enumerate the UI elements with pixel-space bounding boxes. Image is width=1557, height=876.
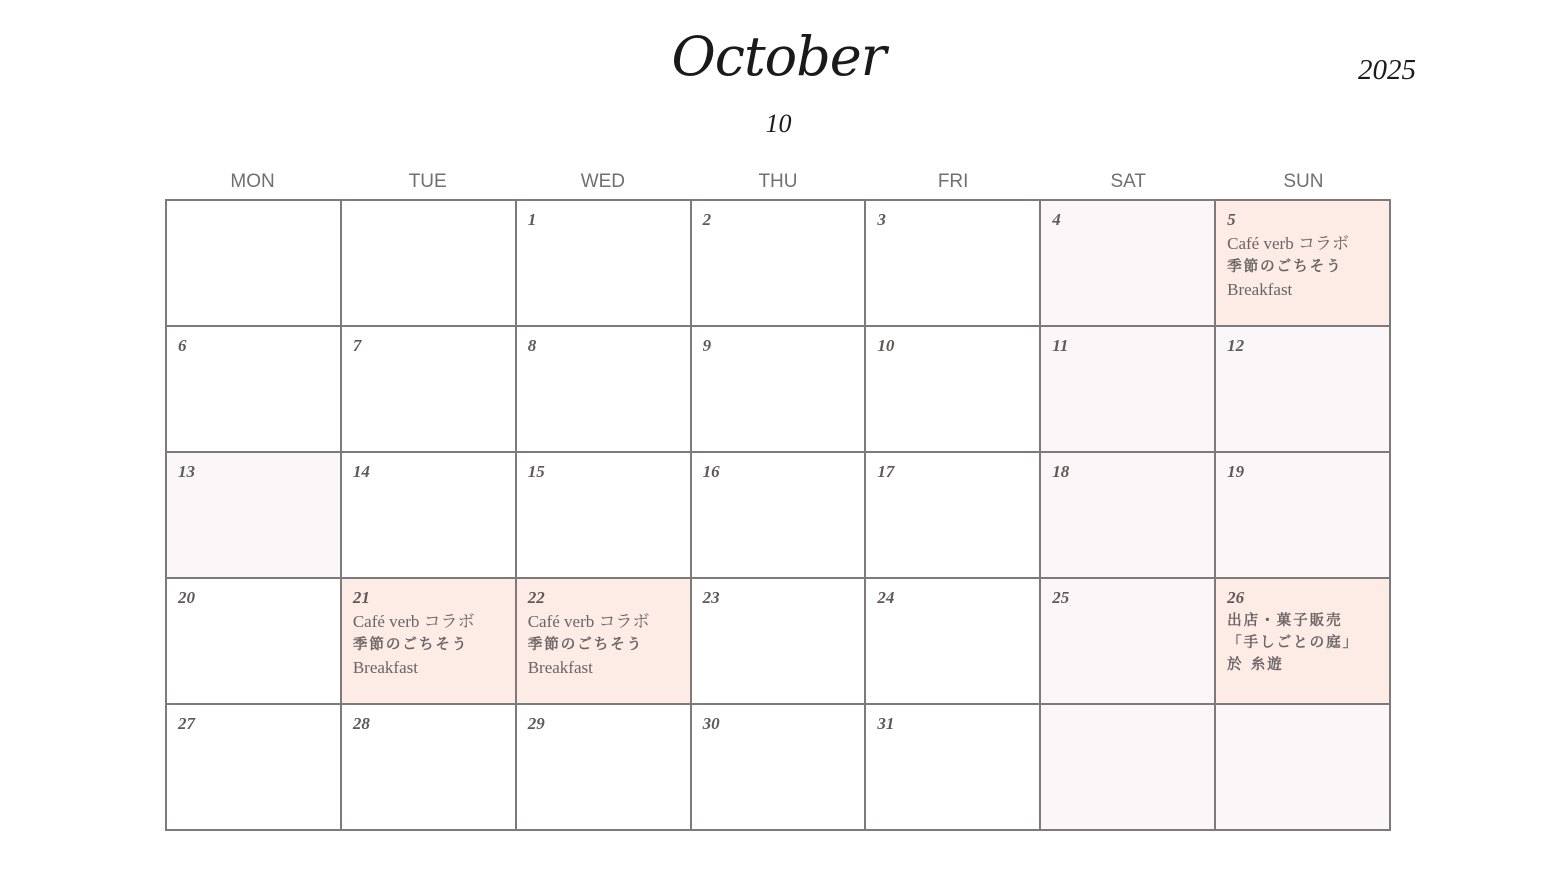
day-cell-30[interactable] [692,705,867,831]
day-number: 14 [352,462,370,481]
day-cell-15[interactable] [517,453,692,579]
weekday-sun: SUN [1283,171,1324,192]
day-cell-1[interactable] [517,201,692,327]
month-title: October [671,25,886,88]
event-line: Breakfast [1227,279,1293,299]
day-cell-11[interactable] [1041,327,1216,453]
day-number: 17 [877,462,895,481]
day-number: 30 [702,714,720,733]
day-number: 29 [527,714,545,733]
month-number: 10 [765,109,792,138]
day-number: 10 [877,336,895,355]
day-cell-2[interactable] [692,201,867,327]
weekday-thu: THU [758,171,798,192]
day-cell-24[interactable] [866,579,1041,705]
day-cell-4[interactable] [1041,201,1216,327]
day-number: 26 [1227,588,1245,607]
day-number: 16 [702,462,720,481]
day-cell-20[interactable] [167,579,342,705]
day-number: 31 [877,714,895,733]
day-cell-5[interactable] [1216,201,1391,327]
weekday-fri: FRI [937,171,969,192]
weekday-mon: MON [230,171,275,192]
day-number: 4 [1052,210,1061,229]
day-cell-14[interactable] [342,453,517,579]
event-entry[interactable] [353,610,505,679]
day-cell-12[interactable] [1216,327,1391,453]
event-line: 於 糸遊 [1227,657,1284,673]
day-cell-21[interactable] [342,579,517,705]
event-line: Café verb コラボ [527,612,650,631]
event-line: 季節のごちそう [1227,258,1343,275]
day-number: 18 [1052,462,1070,481]
day-cell-18[interactable] [1041,453,1216,579]
day-number: 20 [178,588,195,607]
day-number: 7 [352,336,362,355]
day-cell-13[interactable] [167,453,342,579]
weekday-sat: SAT [1110,171,1147,192]
empty-day-cell[interactable] [1216,705,1391,831]
day-number: 11 [1052,336,1069,355]
day-number: 23 [702,588,720,607]
day-cell-9[interactable] [692,327,867,453]
event-line: Café verb コラボ [352,612,475,631]
event-line: Café verb コラボ [1227,234,1349,253]
day-cell-25[interactable] [1041,579,1216,705]
day-number: 25 [1052,588,1070,607]
empty-day-cell[interactable] [1041,705,1216,831]
day-number: 2 [702,210,712,229]
event-line: 出店・菓子販売 [1227,613,1343,629]
calendar-grid [165,199,1391,831]
weekday-wed: WED [580,171,626,192]
event-entry[interactable] [1227,610,1379,676]
day-cell-27[interactable] [167,705,342,831]
day-number: 1 [527,210,537,229]
event-line: 季節のごちそう [527,636,644,653]
day-cell-10[interactable] [866,327,1041,453]
day-number: 24 [877,588,895,607]
day-number: 9 [702,336,712,355]
day-cell-19[interactable] [1216,453,1391,579]
day-number: 12 [1227,336,1245,355]
event-line: 季節のごちそう [352,636,469,653]
day-number: 3 [877,210,886,229]
day-cell-28[interactable] [342,705,517,831]
day-number: 13 [178,462,195,481]
day-cell-26[interactable] [1216,579,1391,705]
day-cell-17[interactable] [866,453,1041,579]
day-number: 27 [178,714,195,733]
day-cell-8[interactable] [517,327,692,453]
year-label: 2025 [1358,54,1416,86]
day-cell-22[interactable] [517,579,692,705]
event-line: 「手しごとの庭」 [1227,635,1360,651]
event-line: Breakfast [352,657,418,677]
day-number: 21 [352,588,370,607]
day-cell-23[interactable] [692,579,867,705]
day-number: 6 [178,336,187,355]
weekday-header-row [165,170,1391,194]
day-cell-31[interactable] [866,705,1041,831]
event-line: Breakfast [527,657,593,677]
day-cell-3[interactable] [866,201,1041,327]
day-cell-7[interactable] [342,327,517,453]
event-entry[interactable] [1227,232,1379,301]
day-cell-29[interactable] [517,705,692,831]
empty-day-cell[interactable] [167,201,342,327]
weekday-tue: TUE [408,171,447,192]
day-number: 8 [527,336,537,355]
day-number: 22 [527,588,545,607]
day-number: 28 [352,714,370,733]
day-number: 15 [527,462,545,481]
empty-day-cell[interactable] [342,201,517,327]
day-number: 19 [1227,462,1245,481]
day-number: 5 [1227,210,1236,229]
event-entry[interactable] [528,610,680,679]
day-cell-6[interactable] [167,327,342,453]
day-cell-16[interactable] [692,453,867,579]
